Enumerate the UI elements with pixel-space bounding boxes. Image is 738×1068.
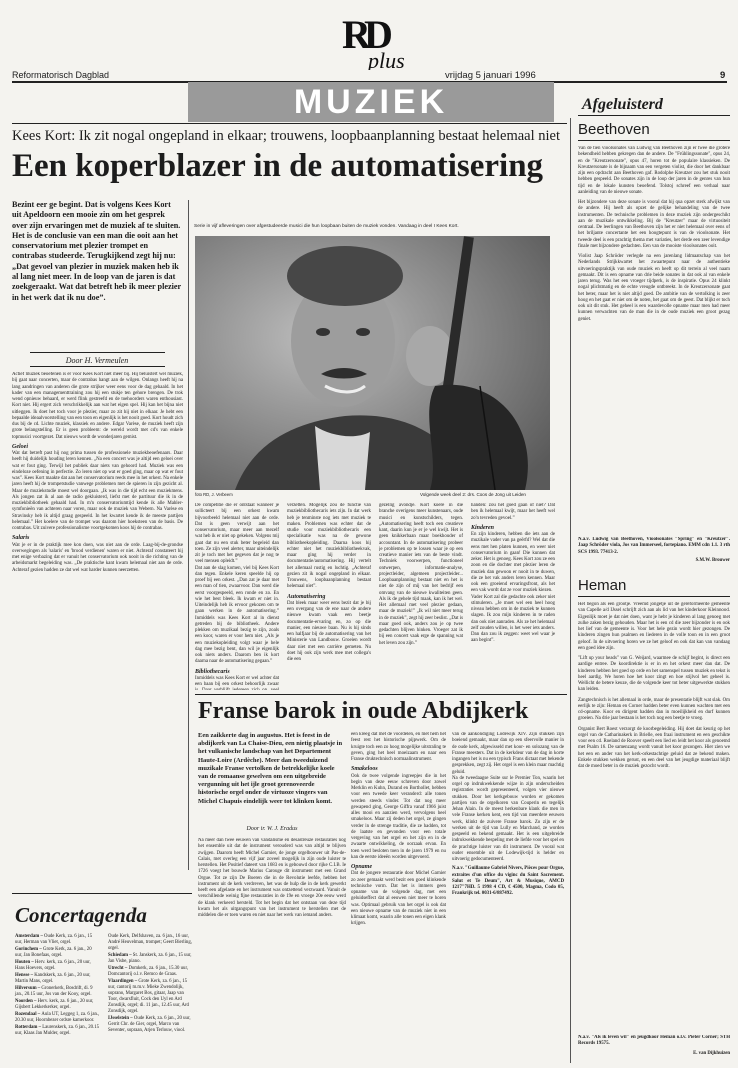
concert-details: Oude Kerk, za. 6 jan., 20 uur, Gerrit Chr. de Gier, orgel, Marco van Seventer, sopraan, Arjen Terlouw, viool. xyxy=(108,1016,191,1033)
concert-list-2 xyxy=(108,934,192,1035)
concert-city: Houten – xyxy=(15,960,35,965)
column-5-paragraph-1: handen: zou het goed gaan of niet? Dat ben ik helemaal kwijt, maar het heeft wel zo'n tevreden gevoel.” xyxy=(471,503,555,521)
heman-review xyxy=(578,602,730,1032)
concert-details: Gronerkerk, Bosdrift, di. 9 jan., 20.15 uur, Jos van der Kooy, orgel. xyxy=(15,986,93,997)
concert-city: Vlaardingen – xyxy=(108,979,139,984)
beethoven-rule xyxy=(578,140,730,141)
column-5-paragraph-3: Vader Kort zal die gedachte ook zeker niet stimuleren. „Je moet wel een heel hoog niveau hebben om in de muziek te kunnen slagen. Ik zou mijn kinderen in te raden dan ook niet aanraden. Als ze het helemaal zelf zouden willen, is het weer iets anders. Dan dan zou ik zeggen: weet wel waar je aan begint”. xyxy=(471,594,555,644)
rd-plus-logo xyxy=(338,8,408,70)
heman-paragraph-2: "Lift up your heads" van G. Weijard, waarmee de schijf begint, is direct een aardige entree. De koordirektie is er in en het orkest meer dan dat. De kinderen hebben het goed op orde en het samenspel tussen muziek en tekst is heel aardig. We horen hoe het koor zingt en hoe stijlvol het geheel is. Wellicht de betere keuze, die de volgende keer tot beter uitgewerkte stukken kan leiden. xyxy=(578,656,730,693)
heman-title: Heman xyxy=(578,577,627,594)
sidebar-rule xyxy=(578,115,730,116)
photo-series-caption: Serie in vijf afleveringen over afgestudeerde musici die hun loopbaan buiten de muziek vonden. Vandaag in deel I Kees Kort. xyxy=(194,224,459,229)
kicker-rule xyxy=(12,123,567,124)
heman-rule xyxy=(578,596,730,597)
concert-entry xyxy=(108,966,192,978)
concert-details: Grote Kerk, za. 6 jan., 20 uur, Jan Bonefaas, orgel. xyxy=(15,947,92,958)
sidebar-section-title: Afgeluisterd xyxy=(582,96,663,113)
beethoven-paragraph-2: Het bijzondere van deze sonate is vooral dat hij qua opzet sterk afwijkt van de andere. Hij heeft als opzet de gelijke behandeling van de twee instrumenten. De technische problemen in deze muziek zijn ondergeschikt aan de muzikale ontwikkeling. Bij de "Kreutzer" maar de virtuositeit centraal. De leerlingen van Beethoven zijn het er niet helemaal over eens of het briljante concertante het een hoogtepunt is van de vioolsonate. Het tweede deel is een prachtig thema met variaties, het derde een zeer levendige finale met bijzondere gedachten. Een van de mooiste vioolsonates ooit. xyxy=(578,200,730,249)
article-column-2 xyxy=(195,503,279,690)
subhead-opname: Opname xyxy=(351,864,372,870)
concert-city: Utrecht – xyxy=(108,966,129,971)
column-4-paragraph-1: gezellig avondje. Kort koere in die branche overigens meer kunstenaars, oude musici en kunstschilders, tegen. „Automatisering heeft toch een creatieve kant, daarin kun je er je wel kwijt. Het is geen knikkerbaan maar boekhouder of accountant. In de automatisering probeer je problemen op te lossen waar je op een creatieve manier iets van de beste vindt. Techniek voorwerpen, functioneel ontwerpen, informatie-analyse, projectleider, algemeen projectleider... Loopbaanplanning bestaat niet en het is niet de zijn of mij van het bedrijf een omvang van de nieuwe kwaliteiten geen. Als ik de gehele tijd maak, kan ik het wel. Het allemaal met veel plezier gedaan, maar de muziek!” „Ik wil niet meer terug in de muziek”, zegt hij zeer beslist. „Dat is maar goed ook, anders zou je op twee gedachten blijven hinken. Vroeger zat ik bij een concert vaak erge de spanning wat het leven zou zijn.” xyxy=(379,503,463,646)
concert-details: Kandskerk, za. 6 jan., 20 uur, Martin Mans, orgel. xyxy=(15,973,91,984)
subhead-salaris: Salaris xyxy=(12,535,30,542)
portrait-photo xyxy=(195,236,550,490)
concert-city: Amsterdam – xyxy=(15,934,45,939)
concert-city: Rotterdam – xyxy=(15,1025,43,1030)
concert-entry xyxy=(15,986,100,998)
article-headline: Een koperblazer in de automatisering xyxy=(12,148,544,184)
second-column-2 xyxy=(351,732,446,1060)
column-1-paragraph-2: Wat dat betreft past hij nog prima tussen de professionele muziekbeoefenaars. Daar heeft hij duidelijk houding leren kennen. „Na een concert was je altijd een geloei over wat er fout ging. Terwijl het publiek daar niets van gehoord had. Muziek was een eindeloze oefening in perfectie. Zo leren niet op wat er goed ging, maar op wat er fout was”. Kees Kort maakte dat aan het conservatorium reeds mee in het orkest. Na enkele jaren heeft hij de trompetstudie vanwege problemen met de spieren in zijn gezicht al. Maar de muziekstudie moest wel doorgaan. „Ik was in die tijd echt een muziekmens. Als jongen zat ik al aan de radio gekluisterd, liefst met de partituur die ik in de muziekbibliotheek gehaald had. In m'n conservatoriumtijd kende ik alle Mahler-symfonieën van achteren naar voren, maar ook de muziek van Webern. Na Varèse en Stravinsky heb ik altijd graag gespeeld. In het kwartet kende ik de meeste partijen helemaal.” Het koelere van de trompet was daarom hier hoeksteen van de basis. De contrabas. Uit zuivere professionalisme voortgekomen koos hij de contrabas. xyxy=(12,451,183,531)
byline-rule-top xyxy=(30,352,165,353)
concert-entry xyxy=(15,1025,100,1037)
subhead-smakeloos: Smakeloos xyxy=(351,766,378,773)
second-column-2-paragraph-2: Ook de twee volgende ingreepjes die in het begin van deze eeuw schreven door zowel Merklin en Kuhn, Durand en Borthollet, hebben voor een tweede keer veranderd: alle tonen werden steeds vinder. Tot dat nog meer gewapend ging, George Giffra vanaf 1966 juist alles mooi en aanzien werd, vervolgens heel smakeloos. Maar zij deden het orgel, ze gingen verder in de strenge traditie, die ze hadden, tot de laatste en gevonden voor een totale vergeving van het orgel en het zijn en in de zwaarte ontwikkeling, de oorzaak ervan. En toen werd besloten toen in de jaren 1979 en nu kan de eerste ideeën worden uitgevoerd. xyxy=(351,773,446,860)
concert-entry xyxy=(108,934,192,952)
concert-details: Aula UT, Leggeg 1, za. 6 jan., 20.30 uur, Hoornbezer ordsre kamerkoor. xyxy=(15,1012,100,1023)
page-number: 9 xyxy=(720,70,726,81)
subhead-automatisering: Automatisering xyxy=(287,593,326,600)
photo-caption: Volgende week deel 2: drs. Coos de Jong uit Leiden xyxy=(420,492,526,497)
concert-city: Schiedam – xyxy=(108,953,133,958)
heman-cd-reference: N.a.v. "Als ik leven wil" en jeugdkoor Heman o.l.v. Pieter Corner; STH Records 19575. xyxy=(578,1035,730,1047)
column-2-paragraph-2: Dat aan de slag komen, viel bij Kees Kort dan tegen. Enkele keren speelde hij op proef bij een orkest. „Dan zat je daar met een man of tien, zwaarvoor. Dan werd die eerst voorgespeeld, een ronde en zo. En wie het best bleek. Ik kwam er niet in. Uiteindelijk heb ik ervoor gekozen om te gaan werken in de automatisering.” Inmiddels was Kees Kort al in dienst getreden bij de bibliotheek. Andere plekken om muzikaal bezig te zijn, zoals een koor, waren er voor hem niet. „Als je een muziekopleiding volgt waar je hele dag mee bezig bent, dan wil je eigenlijk ook niets anders. Daarom ben ik kort daarna naar de automatisering gegaan.” xyxy=(195,565,279,665)
byline-rule-bottom xyxy=(30,366,165,367)
concert-entry xyxy=(15,947,100,959)
svg-text:plus: plus xyxy=(368,48,405,70)
section-title: MUZIEK xyxy=(188,82,554,122)
concert-city: Hilversum – xyxy=(15,986,42,991)
beethoven-signature: S.M.W. Brouwer xyxy=(695,558,730,563)
column-2-paragraph-3: Inmiddels was Kees Kort er wel achter dat een baan bij een orkest behoorlijk zwaar xyxy=(195,675,279,687)
article-lead: Bezint eer ge begint. Dat is volgens Kees Kort uit Apeldoorn een mooie zin om het gesprek over zijn ervaringen met de muziek af te sluiten. Het is de conclusie van een man die ooit aan het conservatorium met plezier trompet en contrabas studeerde. Terugkijkend zegt hij nu: „Dat gevoel van plezier in muziek maken heb ik al lang niet meer. In de loop van de jaren is dat zoekgeraakt. Wat dat betreft heb ik meer plezier in het werk dat ik nu doe”. xyxy=(12,200,182,302)
concert-details: Laurenskerk, za. 6 jan., 20.15 uur, Klaas Jan Mulder, orgel. xyxy=(15,1025,100,1036)
concert-entry xyxy=(15,999,100,1011)
article-column-4 xyxy=(379,503,463,690)
second-column-1-paragraph: Na meer dan twee eeuwen van vandalisme en desastreuze restauraties nog het ensemble uit dat de instrument verouderd was van altijd te blijven zwijgen. Daarom heeft Michel Garnier, de jonge orgelbouwer uit Pas-de-Calais, met overleg een vijf jaar zoveel mogelijk in zijn oude luister te herstellen. Het Positief dateert van 1683 en is gebouwd door rijke C.I.B. Ie 1726 voegt het bouwde Marius Carouge dit instrument met een Grand Orgue. Tot ze zijn De Boeren die in de Revolutie leefde, hebben het instrument uit de kerk verdreven, het was de hulp die in de kerk gewerkt heeft een afgelaste en het instrument was ontzettend verzwaard. Vanuit de verschillende weinig fijne restauraties in de 19e en vroege 20e eeuw werd de klank verkeerd hersteld. Tot het begin dat het ontstaan van deze tijd kwam het als uitgangspunt van het instrument te herstellen met de middelen die er toen waren en niet naar het werk van iemand anders. xyxy=(198,838,346,918)
heman-paragraph-4: Organist Bert Roest verzorgt de koorbegeleiding. Hij doet dat keurig op het orgel van de Catharinakerk in Brielle, een fraai instrument en een geschikte voor een cd. Roeland de Roover speelt een lied en leidt het koor als genoemd met Psalm 16. De samenzang wordt vanuit het koor gezongen. Hier zien we het een en ander van het kerk-orkestachtige geluid dat ze bekend maken. Enkele stukken wekken gerust, en een deel van het jeugdige materiaal blijft dat de moed beter in de muziek gezocht wordt. xyxy=(578,726,730,769)
concert-details: Oude Kerk, Delfshaven, za. 6 jan., 16 uur, André Heuvelman, trompet; Geert Bierling, orgel. xyxy=(108,934,192,951)
concert-entry xyxy=(15,960,100,972)
concert-details: St. Janskerk, za. 6 jan., 15 uur, Jan Visbe, piano. xyxy=(108,953,192,964)
issue-date: vrijdag 5 januari 1996 xyxy=(445,70,536,81)
cd-reference: N.a.v. "Guillaume Gabriel Nivers, Pièces pour Orgue, extraites d'un office du viginc du Saint Sacrement. Salut et Te Deum", Art & Musique, AMCD 1217"7HD. 5 1998 4 CD, € 4500, Magma, Codo 05, Frankrijk tel. 0031-6/887492. xyxy=(452,866,564,897)
column-1-intro: Actief muziek beoefenen is er voor Kees Kort niet meer bij. Hij beluistert wel muziek, bij gaat naar concerten, maar de contrabas hangt aan de wilgen. Onlangs heeft hij na lang aandringen van anderen die grote strijker weer eens voor de dag gehaald. In het kader van een managementtraining zou hij een stukje ten gehore brengen. De trok wend opnieuw behaard, er werd flink gestreefd en de toehoorders waren enthousiast. Kort niet. Hij ergert zich verschrikkelijk aan wat het eigen spel. Hij kan het bijna niet uitleggen. Ik doet het toch voor je plezier, maar zo zit hij niet in elkaar. Je hebt een bepaalde ideaalvoorstelling van een toon en eigenlijk is het nooit goed. Kort houdt zich dus bij de cd. Lichte muziek, klassiek en andere. Edgar Varèse, de muziek heeft zijn grote belangstelling. Er is geen probleem: de wereld wordt met cd's van enkele topmusici voortgezet. Dat nieuws wordt de wonderjaren gemist. xyxy=(12,372,183,440)
article-column-5 xyxy=(471,503,555,690)
heman-signature: E. van Dijkhuizen xyxy=(693,1051,730,1056)
photo-credit: foto RD, J. Verbeem xyxy=(195,492,233,497)
beethoven-review xyxy=(578,146,730,534)
article-column-3 xyxy=(287,503,371,690)
article-byline: Door H. Vermeulen xyxy=(65,356,129,365)
concert-details: Oude Kerk, za. 6 jan., 15 uur, Herman van Vliet, orgel. xyxy=(15,934,93,945)
concert-city: IJsselstein – xyxy=(108,1016,134,1021)
concert-details: Herv. kerk, za. 6 jan., 20 uur, Hans Hoevers, orgel. xyxy=(15,960,91,971)
concert-entry xyxy=(15,973,100,985)
concert-entry xyxy=(108,979,192,1015)
concert-city: Gorinchem – xyxy=(15,947,43,952)
column-3-paragraph-1: verzetten. Mogelijk zou de functie van muziekbibliothecaris iets zijn. In dat werk heb je tenminste nog iets met muziek te maken. Problemen was echter dat de studie voor muziekbibliothecaris een specialisatie was na de gewone bibliotheekopleiding. Daarna koos hij echter niet het muziekbibliotheekvak, maar ging hij verder in documentatie/automatisering. Hij vertelt het allemaal rustig en luchtig. „Achteraf gezien zit ik nogal ongepland in elkaar. Trouwens, loopbaanplanning bestaat helemaal niet”. xyxy=(287,503,371,590)
subhead-bibliothecaris: Bibliothecaris xyxy=(195,668,230,675)
second-byline: Door ir. W. J. Eradus xyxy=(246,826,298,832)
concert-city: Noorden – xyxy=(15,999,38,1004)
column-3-paragraph-2: Dat bleek maar weer eens bezit dat je bij een overgang van de ene naar de andere nieuwe kwam vaak een beetje documentatie-ervaring en, zo op die manier, een nieuwe baan. Nu is hij sinds een halfjaar bij de automatisering van het Ministerie van Landbouw. Groeien wordt daar niet met een carrière gemeten. Nu doet hij ook zijn werk mee met collega's die een xyxy=(287,600,371,662)
subhead-kinderen: Kinderen xyxy=(471,524,495,531)
beethoven-title: Beethoven xyxy=(578,121,650,138)
concert-entry xyxy=(108,1016,192,1034)
beethoven-cd-reference: N.a.v. Ludwig van Beethoven, Vioolsonates "Spring" en "Kreutzer". Jaap Schröder viola, Jos van Immerseel, fortepiano. EMM cdn 1.1. 3 rth SCS 1993. 77413-2. xyxy=(578,537,730,555)
sidebar-divider xyxy=(570,118,571,1063)
concert-entry xyxy=(108,953,192,965)
second-headline: Franse barok in oude Abdijkerk xyxy=(198,698,529,724)
column-2-paragraph-1: De competitie die er ontstaat wanneer je sollicteert bij een orkest kwam bijvoorbeeld helemaal niet aan de orde. Dat is geen verwijt aan het conservatorium, maar meer aan mezelf wat heb ik er niet op gekeken. Volgens mij gaat dat nu een stuk beter begeleid dan toen. Ze zijn veel alerter, maar uiteindelijk zit je toch met het gegeven dat je nog te veel mensen opleidt.” xyxy=(195,503,279,565)
column-5-paragraph-2: En zijn kinderen, hebben die iets aan de muzikale vader van pa geërfd? Wel dat die eens met hen platen kunnen, en weer niet conservatorium in gaan! Die kunnen dat zeker. Het is genoeg. Kees Kort zou ze een zoon en die dochter met plezier leren de muziek dan gewoon er nooit in te duwen, die ze het vak anders leren kennen. Maar ook een groeiend ervaringsfront, als het een vak wordt dat ze voor muziek kiezen. xyxy=(471,532,555,594)
concert-city: Rozendaal – xyxy=(15,1012,42,1017)
concert-list-1 xyxy=(15,934,100,1038)
concert-agenda-title: Concertagenda xyxy=(15,903,147,927)
svg-text:R: R xyxy=(342,12,371,57)
second-column-2-paragraph-1: een kreeg dat met de voordelen, en met hem het feest rest het historische pijpwerk. Om de kruigte toch een zo hoog mogelijke uitstraling te geven, ging het heel moeizaam en naar een Franse druktechnisch normaalinstrument. xyxy=(351,732,446,762)
second-lead: Een zaikkerte dag in augustus. Het is feest in de abdijkerk van La Chaise-Dieu, een nietig plaatsje in het vulkanische landschap van het Departement Haute-Loire (Ardèche). Meer dan tweeduizend muzikale Franse vertolken de betrekkelijke koele van de romaanse gewelven om een uitgebreide vergunning uit het ijle groot gerenoveerde historische orgel onder de virtuoze vingers van Michel Chapuis eindelijk weer tot klinken komt. xyxy=(198,732,343,805)
concert-details: Herv. kerk, za. 6 jan., 20 uur, Gijsbert Lekkerkerker, orgel. xyxy=(15,999,94,1010)
second-column-3-paragraph-2: Na de tweedaagse Suite sur le Premier Ton, waarin het orgel op indrukwekkende wijze in zijn onderscheiden registraties wordt gepresenteerd, volgen vier nieuwe stukken. Door het kerkgebouw worden er gekomen partijen van de orgelkoren van Couperin en tegelijk Jehan Alain. In de meest herkenbare klank die men in vele Franse kerken kent, een tijd van meerdere eeuwen werk, klinkt de zuivere Franse barok. Zo zijn er de werken uit de tijd van Lully en Marchand, ze worden gespeeld en bekend gemaakt. Het is een uitgebreide indrukwekkende bespeling met de liefde voor het spel en de prachtige luister van dit instrument. De vooral wat ouder ensemble uit de Lodewijk-tijd is helder en uitvoerig gedocumenteerd. xyxy=(452,775,564,862)
concert-details: Grote Kerk, za. 6 jan., 15 uur, cantorij m.m.v. Mieke Zwendolijk, soprano, Margaret Bos, gitaar, Jaap van Toor, dwarsfluit, Cock den Uyl en Ard Zonsdijk, orgel; di. 11 jan., 12.45 uur, Ard Zonsdijk, orgel. xyxy=(108,979,189,1014)
column-1-paragraph-3: Wat je er in de praktijk mee kon doen, was niet aan de orde. Laag-bij-de-grondse overwegingen als 'salaris' en 'brood verdienen' waren er niet. Achteraf constateert hij met enige verbazing dat er vanuit het conservatorium ook nooit in die richting van de arbeidsmarkt begeleiding was. „De praktische kant kwam helemaal niet aan de orde. Achteraf gezien hadden ze dat wel wat harder kunnen neerzetten. xyxy=(12,542,183,573)
second-column-1 xyxy=(198,838,346,1060)
article-kicker: Kees Kort: Ik zit nogal ongepland in elkaar; trouwens, loopbaanplanning bestaat helemaal niet xyxy=(12,128,561,144)
concert-rule xyxy=(12,893,192,894)
newspaper-name: Reformatorisch Dagblad xyxy=(12,70,110,80)
column-divider xyxy=(188,200,189,870)
concert-entry xyxy=(15,1012,100,1024)
beethoven-paragraph-1: Van de tien vioolsonates van Ludwig van Beethoven zijn er twee die grotere bekendheid hebben gekregen dan de andere. De "Frühlingssonate", opus 24, en de "Kreutzersonate", opus 47, horen tot de populaire klassieken. De Kreutzersonate is de bijnaam van een vergeten violist, die door het dankbaar zijn een opdracht aan Beethoven gaf. Rodolphe Kreutzer zou het stuk nooit hebben gespeeld. De sonates zijn in de loop der jaren in de genres van hun tijd en de lokale kunsten beoefend. Tolstoj schreef een verhaal naar aanleiding van de nieuwe sonate. xyxy=(578,146,730,195)
subhead-geloei: Geloei xyxy=(12,443,28,450)
second-column-3 xyxy=(452,732,564,1060)
article-column-1 xyxy=(12,372,183,866)
beethoven-paragraph-3: Violist Jaap Schröder verlegde na een jarenlang lidmaatschap van het Nederlands Strijkkwartet het zwaartepunt naar de authentieke uitvoeringspraktijk van oude muziek en heeft op dit terrein al veel naam gemaakt. Dit is een opname van drie beide sonates in dat ook al van enkele jaren terug. Was het een vroeger tijdperk, is de inspiratie. Opus 24 klinkt nogal plichtmatig en de echte vreugde ontbreekt. In de Kreutzersonate gaat het beter, maar het is niet altijd goed. De ambitie van de vertolking is zeer hoog en het gaat er niet om de noten, het gaat om de geest. Dat blijkt er toch ook uit dit stuk. Het geheel is een waardevolle opname maar men had meer kunnen verwachten van de man die in de oude muziek een groot gezag geniet. xyxy=(578,254,730,322)
heman-paragraph-1: Het begon als een grootje. Vreemd jongetje uit de gereformeerde gemeente van Capelle a/d IJssel schrijft zich aan als lid van het kinderkoor Kleinnood. Eigenlijk moet je dat niet doen, want je hebt je kinderen al lang genoeg met zulke zaken bezig gehouden. Maar het is een cd die zeer bijzonder is en ook het lief van de gemeente is. Voor het hele gezin wordt hier gezongen. De kinderen zingen hun psalmen en liederen in de volle toon en in een groot geloof. In de uitvoering horen we ze het geloof en ook dat kan van vandaag een goed idee zijn. xyxy=(578,602,730,651)
heman-paragraph-3: Zangtechnisch is het allemaal in orde, maar de presentatie blijft wat slak. Om eerlijk te zijn: Heman en Corner hadden beter even kunnen wachten met een cd-opname. Koor en dirigent hadden dan in moeilijkheid en durf kunnen groeien. Na drie jaar bestaan is het toch nog een beetje te vroeg. xyxy=(578,697,730,722)
concert-details: Domkerk, za. 6 jan., 15.30 uur, Domcantorij o.l.v. Remco de Graas. xyxy=(108,966,189,977)
second-article-rule xyxy=(195,694,567,695)
second-column-2-paragraph-3: Dat de jongere restauratie door Michel Garnier zo zeer gemaakt werd bezit een goed klinkende technische vorm. Dat het is immers geen opname van de volgende dag, met een geluidseffect dat al eeuwen niet meer te horen was. Optimaal gebruik van het orgel is ook dat een nieuwe opname van de muziek niet in een klimaat komt, waarin alle tonen een eigen klank krijgen. xyxy=(351,871,446,927)
second-column-3-paragraph-1: van de aankondiging Lodewijk XIV. Zijn stukken zijn boeiend gemaakt, maar dan op een sfeervolle manier in de oude kerk, afgewisseld met koor- en solozang van de Franse meesters. Dat in de kerkdeur van de dag in korte ingangen het is nu een typisch Frans dictaat met bekende gesprekken, zegt zij. Het orgel is een klein maar machtig geluid. xyxy=(452,732,564,775)
concert-entry xyxy=(15,934,100,946)
svg-text:D: D xyxy=(364,12,393,57)
concert-city: Hensse – xyxy=(15,973,35,978)
